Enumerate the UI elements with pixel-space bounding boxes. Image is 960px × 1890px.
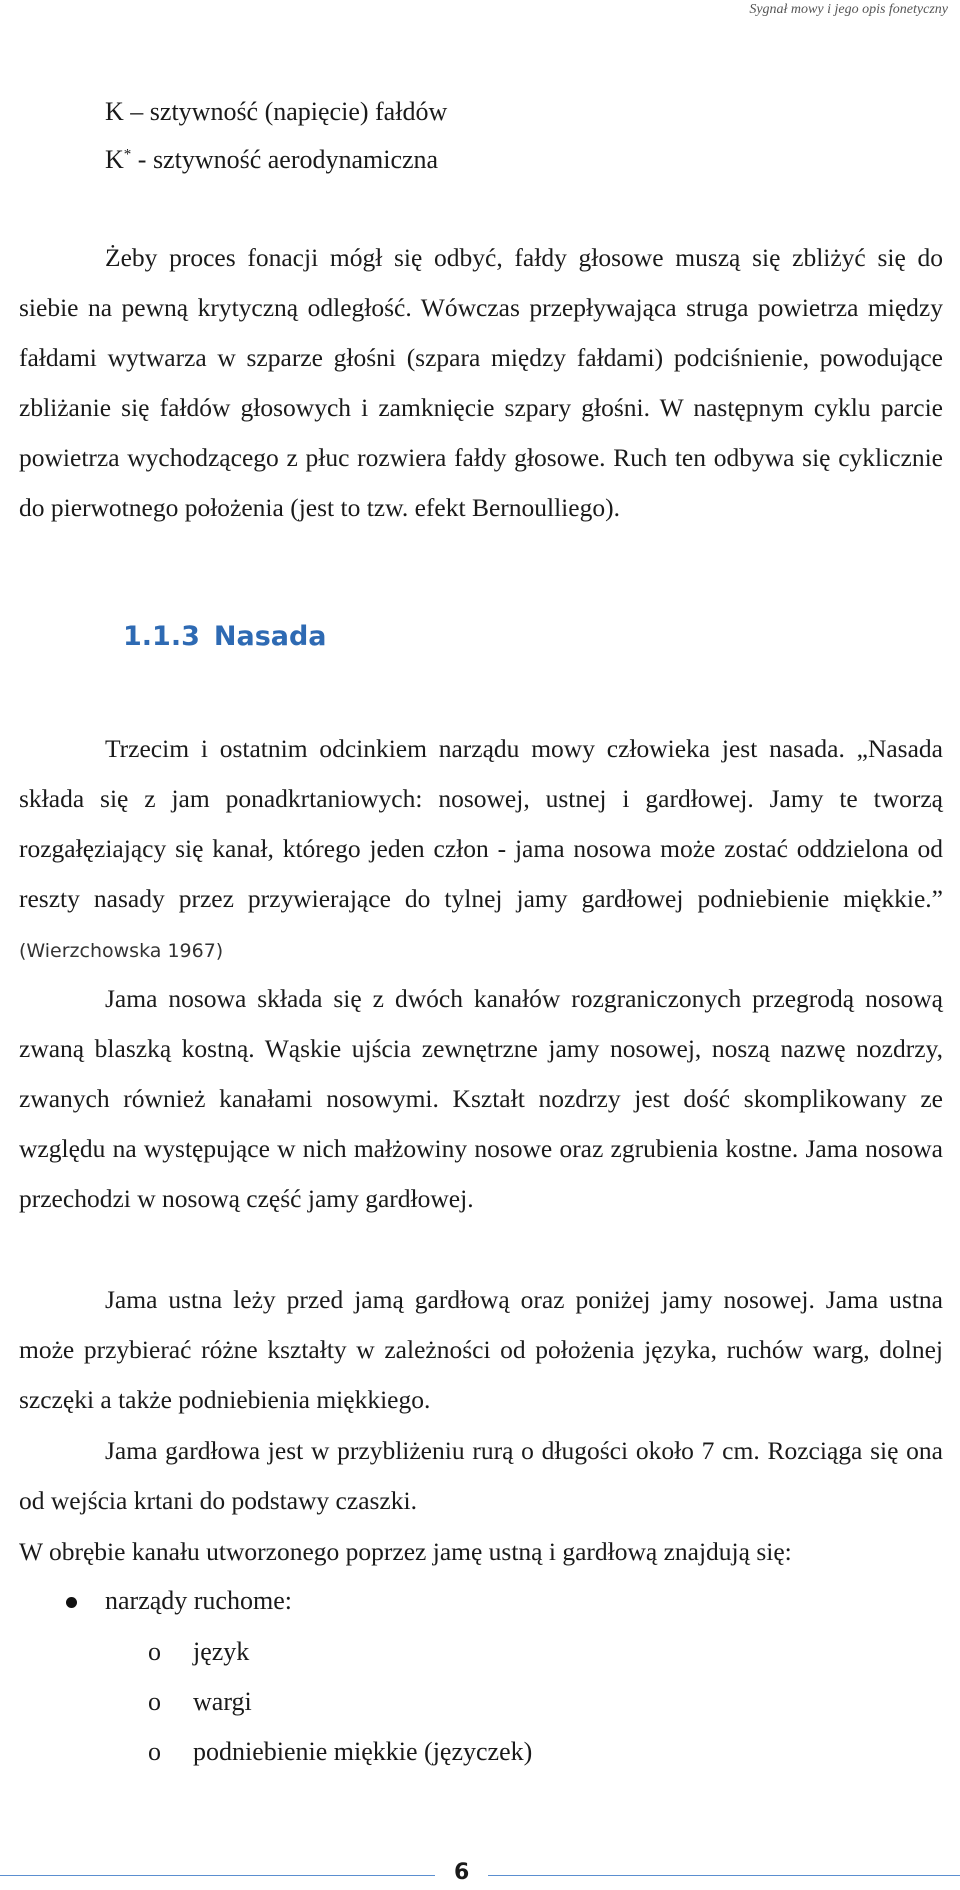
paragraph-oral-cavity: Jama ustna leży przed jamą gardłową oraz poniżej jamy nosowej. Jama ustna może przybierać różne kształty w zależności od położenia języka, ruchów warg, dolnej szczęki a także podniebienia miękkiego. [19,1285,943,1414]
sub-bullet-marker: o [148,1687,161,1716]
superscript-star: * [123,146,132,163]
page-number: 6 [454,1860,470,1885]
section-title: Nasada [213,621,327,652]
citation: (Wierzchowska 1967) [19,940,224,962]
paragraph-nasada-text: Trzecim i ostatnim odcinkiem narządu mowy człowieka jest nasada. „Nasada składa się z jam ponadkrtaniowych: nosowej, ustnej i gardłowej. Jamy te tworzą rozgałęziający się kanał, którego jeden człon - jama nosowa może zostać oddzielona od reszty nasady przez przywierające do tylnej jamy gardłowej podniebienie miękkie.” [19,734,943,913]
paragraph-channel: W obrębie kanału utworzonego poprzez jamę ustną i gardłową znajdują się: [19,1537,792,1566]
paragraph-nasal-cavity: Jama nosowa składa się z dwóch kanałów rozgraniczonych przegrodą nosową zwaną blaszką kostną. Wąskie ujścia zewnętrzne jamy nosowej, noszą nazwę nozdrzy, zwanych również kanałami nosowymi. Kształt nozdrzy jest dość skomplikowany ze względu na występujące w nich małżowiny nosowe oraz zgrubienia kostne. Jama nosowa przechodzi w nosową część jamy gardłowej. [19,984,943,1213]
footer-rule-left [0,1875,435,1876]
section-heading [123,621,327,652]
bullet-icon [66,1597,77,1608]
section-number: 1.1.3 [123,621,200,652]
paragraph-nasada-intro [19,724,943,976]
sub-item-tongue: język [193,1637,250,1666]
definition-k-text: – sztywność (napięcie) fałdów [123,97,448,126]
running-header: Sygnał mowy i jego opis fonetyczny [749,2,948,17]
sub-item-lips: wargi [193,1687,252,1716]
sub-bullet-marker: o [148,1737,161,1766]
paragraph-pharynx: Jama gardłowa jest w przybliżeniu rurą o długości około 7 cm. Rozciąga się ona od wejścia krtani do podstawy czaszki. [19,1436,943,1515]
definition-k-star-text: - sztywność aerodynamiczna [131,145,439,174]
definition-k [105,97,447,127]
bullet-label: narządy ruchome: [105,1586,292,1615]
footer-rule-right [488,1875,960,1876]
sub-item-soft-palate: podniebienie miękkie (języczek) [193,1737,533,1766]
paragraph-phonation: Żeby proces fonacji mógł się odbyć, fałdy głosowe muszą się zbliżyć się do siebie na pewną krytyczną odległość. Wówczas przepływająca struga powietrza między fałdami wytwarza w szparze głośni (szpara między fałdami) podciśnienie, powodujące zbliżanie się fałdów głosowych i zamknięcie szpary głośni. W następnym cyklu parcie powietrza wychodzącego z płuc rozwiera fałdy głosowe. Ruch ten odbywa się cyklicznie do pierwotnego położenia (jest to tzw. efekt Bernoulliego). [19,243,943,522]
symbol-k-star: K [105,145,124,174]
symbol-k: K [105,97,124,126]
sub-bullet-marker: o [148,1637,161,1666]
definition-k-star [105,145,438,175]
